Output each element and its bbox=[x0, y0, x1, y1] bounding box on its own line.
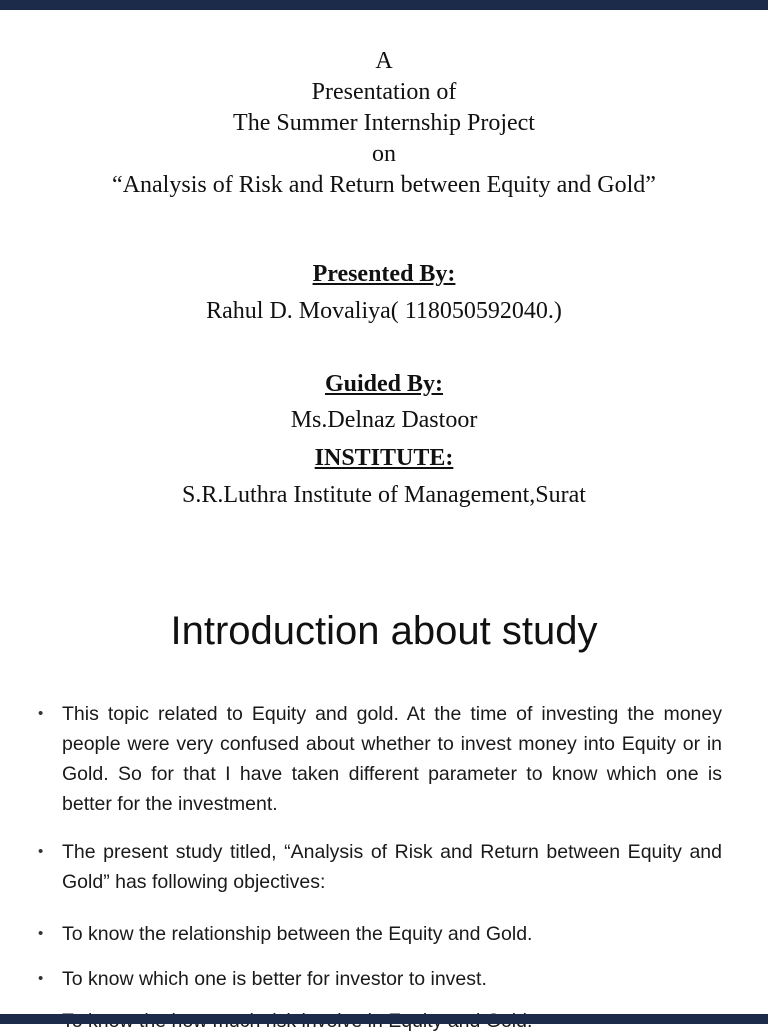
list-item bbox=[38, 964, 722, 994]
title-line-project: The Summer Internship Project bbox=[233, 110, 535, 136]
title-line-topic: “Analysis of Risk and Return between Equity and Gold” bbox=[112, 172, 656, 198]
bullet-text-relationship: To know the relationship between the Equity and Gold. bbox=[62, 923, 533, 945]
bullet-icon: • bbox=[38, 843, 44, 860]
bullet-icon: • bbox=[38, 705, 44, 722]
intro-bullet-list bbox=[38, 699, 722, 1036]
presented-by-label: Presented By: bbox=[312, 261, 456, 287]
presented-by-value: Rahul D. Movaliya( 118050592040.) bbox=[206, 298, 562, 324]
title-slide bbox=[0, 0, 768, 511]
bullet-text-better-investment: To know which one is better for investor to invest. bbox=[62, 968, 487, 990]
title-line-a: A bbox=[375, 48, 393, 74]
list-item bbox=[38, 919, 722, 949]
guided-by-label: Guided By: bbox=[324, 371, 444, 397]
top-border-bar bbox=[0, 0, 768, 10]
bullet-text-topic-overview: This topic related to Equity and gold. At the time of investing the money people were very confused about whether to invest money into Equity or in Gold. So for that I have taken different parameter to know which one is better for the investment. bbox=[62, 703, 722, 815]
title-line-presentation-of: Presentation of bbox=[311, 79, 457, 105]
intro-slide bbox=[0, 607, 768, 1036]
intro-slide-title: Introduction about study bbox=[170, 609, 598, 653]
title-line-on: on bbox=[372, 141, 396, 167]
bottom-border-bar bbox=[0, 1014, 768, 1024]
list-item bbox=[38, 837, 722, 897]
guided-by-value: Ms.Delnaz Dastoor bbox=[290, 407, 478, 433]
list-item bbox=[38, 699, 722, 819]
bullet-icon: • bbox=[38, 970, 44, 987]
institute-label: INSTITUTE: bbox=[314, 445, 454, 471]
institute-value: S.R.Luthra Institute of Management,Surat bbox=[182, 482, 586, 508]
bullet-icon: • bbox=[38, 925, 44, 942]
bullet-text-study-objectives: The present study titled, “Analysis of Risk and Return between Equity and Gold” has following objectives: bbox=[62, 841, 722, 893]
